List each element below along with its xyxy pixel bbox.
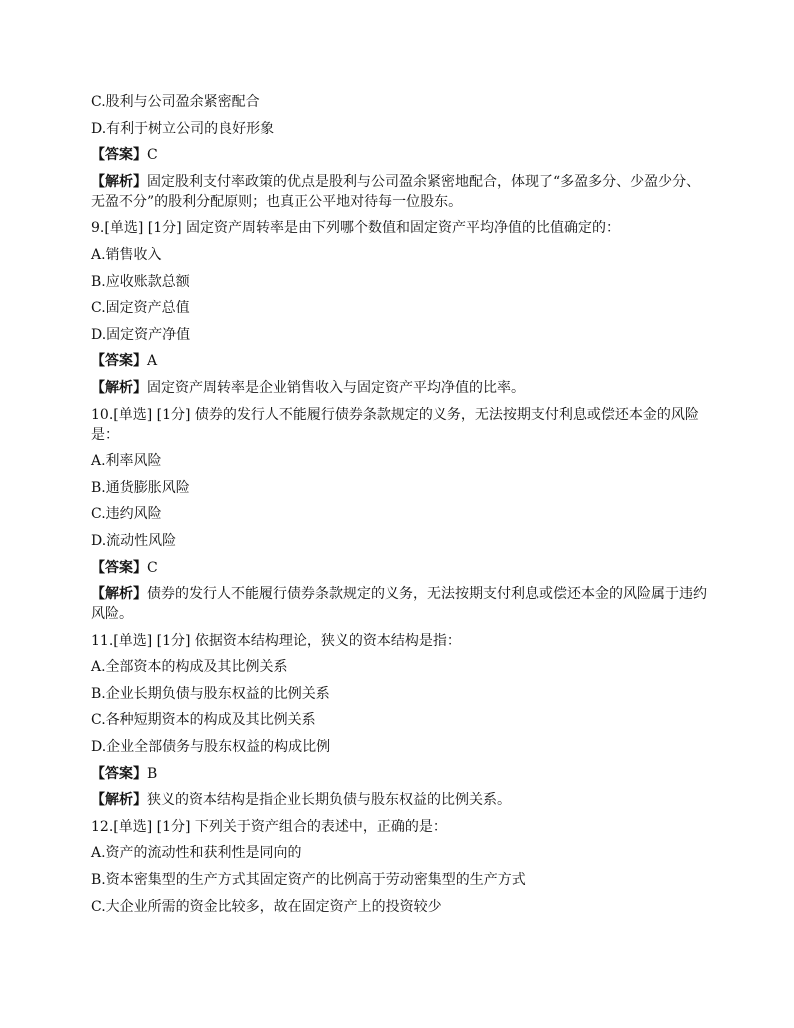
- explanation-label: 【解析】: [91, 173, 147, 190]
- answer-line: [91, 558, 707, 578]
- option-line: C.股利与公司盈余紧密配合: [91, 94, 260, 110]
- question-content: [91, 92, 707, 923]
- answer-value: B: [147, 765, 158, 782]
- explanation-line: [91, 172, 707, 212]
- answer-line: [91, 145, 707, 165]
- answer-value: C: [147, 147, 158, 164]
- option-line: A.全部资本的构成及其比例关系: [91, 659, 288, 676]
- answer-line: [91, 764, 707, 784]
- question-line: 11.[单选] [1分] 依据资本结构理论，狭义的资本结构是指：: [91, 632, 461, 649]
- option-line: D.流动性风险: [91, 532, 177, 549]
- option-line: B.应收账款总额: [91, 273, 190, 290]
- explanation-label: 【解析】: [91, 792, 147, 809]
- explanation-text: 债券的发行人不能履行债券条款规定的义务，无法按期支付利息或偿还本金的风险属于违约风险。: [91, 586, 707, 623]
- option-line: C.固定资产总值: [91, 300, 190, 317]
- explanation-label: 【解析】: [91, 379, 147, 396]
- answer-value: C: [147, 559, 158, 576]
- answer-value: A: [147, 353, 158, 370]
- option-line: D.固定资产净值: [91, 326, 191, 343]
- answer-label: 【答案】: [91, 559, 147, 576]
- question-line: 12.[单选] [1分] 下列关于资产组合的表述中，正确的是：: [91, 818, 447, 835]
- option-line: D.有利于树立公司的良好形象: [91, 120, 275, 137]
- explanation-line: [91, 378, 707, 398]
- option-line: C.大企业所需的资金比较多，故在固定资产上的投资较少: [91, 898, 442, 915]
- question-line: 9.[单选] [1分] 固定资产周转率是由下列哪个数值和固定资产平均净值的比值确定的：: [91, 220, 621, 237]
- option-line: C.违约风险: [91, 506, 162, 523]
- answer-label: 【答案】: [91, 147, 147, 164]
- explanation-line: [91, 584, 707, 624]
- option-line: A.利率风险: [91, 453, 162, 470]
- explanation-text: 狭义的资本结构是指企业长期负债与股东权益的比例关系。: [147, 792, 511, 809]
- explanation-text: 固定资产周转率是企业销售收入与固定资产平均净值的比率。: [147, 379, 525, 396]
- answer-label: 【答案】: [91, 765, 147, 782]
- explanation-line: [91, 790, 707, 810]
- option-line: B.通货膨胀风险: [91, 479, 190, 496]
- explanation-text: 固定股利支付率政策的优点是股利与公司盈余紧密地配合，体现了“多盈多分、少盈少分、无盈不分”的股利分配原则；也真正公平地对待每一位股东。: [91, 173, 701, 210]
- option-line: D.企业全部债务与股东权益的构成比例: [91, 739, 331, 756]
- option-line: A.资产的流动性和获利性是同向的: [91, 845, 302, 862]
- answer-label: 【答案】: [91, 353, 147, 370]
- answer-line: [91, 351, 707, 371]
- option-line: B.企业长期负债与股东权益的比例关系: [91, 685, 330, 702]
- option-line: A.销售收入: [91, 246, 162, 263]
- question-line: 10.[单选] [1分] 债券的发行人不能履行债券条款规定的义务，无法按期支付利息或偿还本金的风险是：: [91, 406, 699, 443]
- explanation-label: 【解析】: [91, 586, 147, 603]
- option-line: C.各种短期资本的构成及其比例关系: [91, 712, 316, 729]
- option-line: B.资本密集型的生产方式其固定资产的比例高于劳动密集型的生产方式: [91, 872, 526, 889]
